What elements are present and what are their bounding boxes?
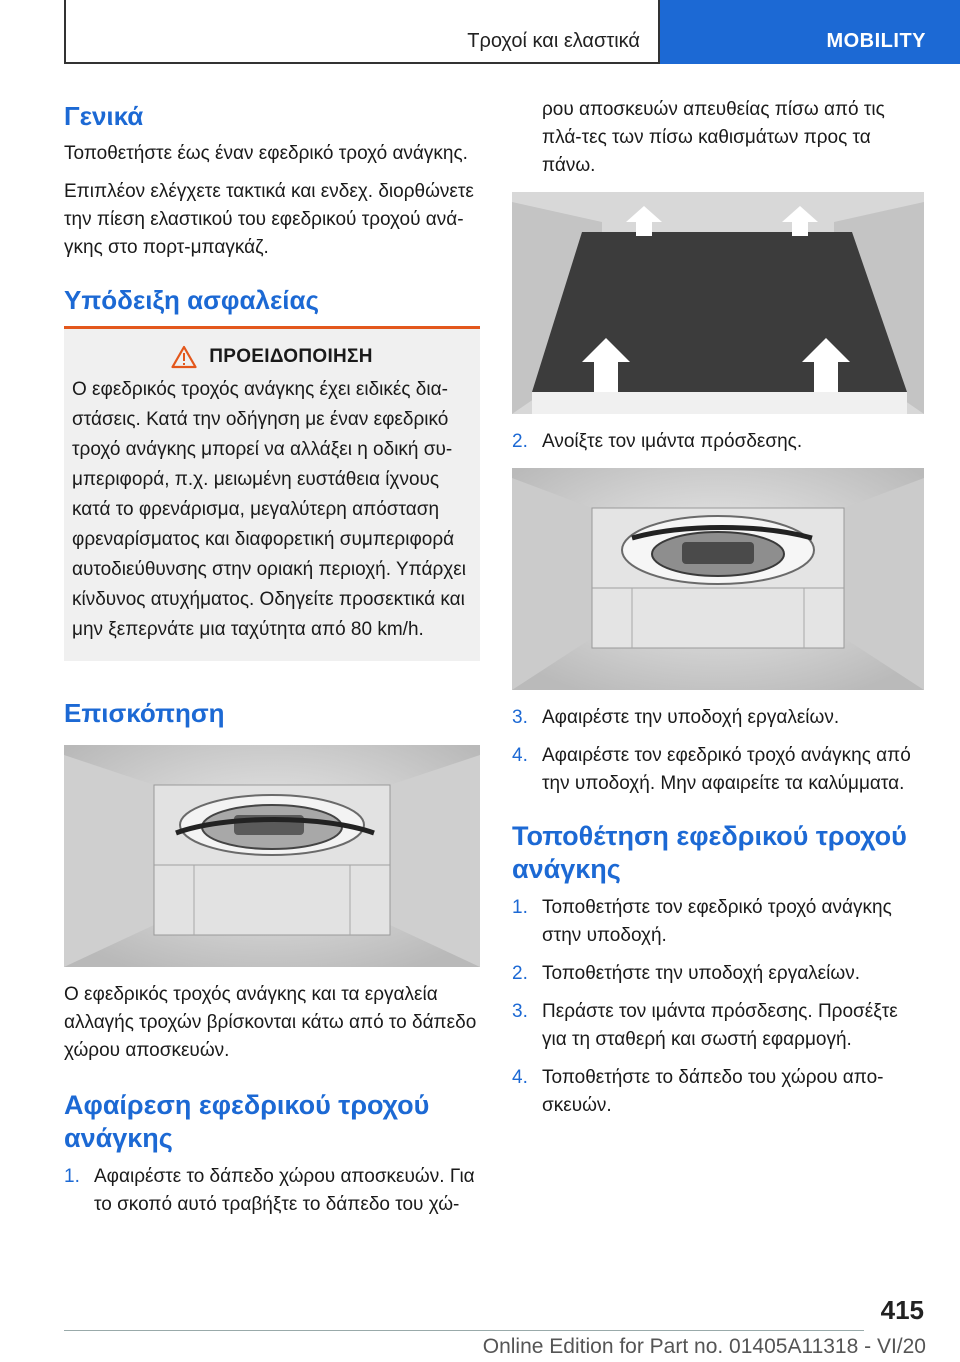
list-item <box>512 894 924 950</box>
removal-steps-list <box>64 1163 480 1219</box>
list-item-number: 4. <box>512 745 528 766</box>
warning-text: Ο εφεδρικός τροχός ανάγκης έχει ειδικές δια-στάσεις. Κατά την οδήγηση με έναν εφεδρικό τροχό ανάγκης μπορεί να αλλάξει η οδική συ-μπεριφορά, π.χ. μειωμένη ευστάθεια ίχνους κατά το φρενάρισμα, μεγαλύτερη απόσταση φρεναρίσματος και διαφορετική συμπεριφορά αυτοδιεύθυνσης στην οριακή περιοχή. Υπάρχει κίνδυνος ατυχήματος. Οδηγείτε προσεκτικά και μην ξεπερνάτε μια ταχύτητα από 80 km/h. <box>72 379 466 640</box>
left-column <box>64 100 480 1229</box>
list-item-text: Ανοίξτε τον ιμάντα πρόσδεσης. <box>542 431 803 452</box>
list-item-text: Τοποθετήστε τον εφεδρικό τροχό ανάγκης στην υποδοχή. <box>542 897 892 946</box>
list-item-text: Αφαιρέστε τον εφεδρικό τροχό ανάγκης από την υποδοχή. Μην αφαιρείτε τα καλύμματα. <box>542 745 911 794</box>
warning-triangle-icon <box>171 345 197 369</box>
list-item <box>512 1064 924 1120</box>
chapter-tab <box>660 0 960 64</box>
spare-wheel-overview-photo <box>64 745 480 967</box>
list-item-number: 4. <box>512 1067 528 1088</box>
list-item-number: 2. <box>512 431 528 452</box>
warning-box <box>64 326 480 661</box>
general-paragraph-1: Τοποθετήστε έως έναν εφεδρικό τροχό ανάγκης. <box>64 143 468 164</box>
list-item <box>512 428 924 456</box>
list-item-text: Περάστε τον ιμάντα πρόσδεσης. Προσέξτε για τη σταθερή και σωστή εφαρμογή. <box>542 1001 898 1050</box>
right-column <box>512 96 924 1130</box>
header-frame <box>64 0 660 64</box>
section-title: Τροχοί και ελαστικά <box>467 30 640 52</box>
list-item <box>512 742 924 798</box>
install-steps-list <box>512 894 924 1120</box>
removal-step1-continued: ρου αποσκευών απευθείας πίσω από τις πλά-τες των πίσω καθισμάτων προς τα πάνω. <box>542 99 885 176</box>
list-item-text: Αφαιρέστε το δάπεδο χώρου αποσκευών. Για το σκοπό αυτό τραβήξτε το δάπεδο του χώ- <box>94 1166 475 1215</box>
general-heading: Γενικά <box>64 101 144 131</box>
warning-title: ΠΡΟΕΙΔΟΠΟΙΗΣΗ <box>209 346 373 367</box>
warning-header <box>72 345 472 369</box>
edition-text: Online Edition for Part no. 01405A11318 - VI/20 <box>482 1335 926 1358</box>
page-number: 415 <box>880 1295 924 1325</box>
overview-caption: Ο εφεδρικός τροχός ανάγκης και τα εργαλεία αλλαγής τροχών βρίσκονται κάτω από το δάπεδο χώρου αποσκευών. <box>64 984 477 1061</box>
list-item <box>64 1163 480 1219</box>
list-item-number: 1. <box>512 897 528 918</box>
general-paragraph-2: Επιπλέον ελέγχετε τακτικά και ενδεχ. διορθώνετε την πίεση ελαστικού του εφεδρικού τροχού ανά-γκης στο πορτ-μπαγκάζ. <box>64 181 474 258</box>
list-item-text: Αφαιρέστε την υποδοχή εργαλείων. <box>542 707 840 728</box>
list-item <box>512 998 924 1054</box>
list-item-text: Τοποθετήστε το δάπεδο του χώρου απο-σκευών. <box>542 1067 884 1116</box>
list-item <box>512 704 924 732</box>
list-item-number: 3. <box>512 1001 528 1022</box>
footer-divider <box>64 1330 864 1331</box>
spare-wheel-strap-photo <box>512 468 924 690</box>
install-heading: Τοποθέτηση εφεδρικού τροχού ανάγκης <box>512 821 907 884</box>
list-item <box>512 960 924 988</box>
removal-heading: Αφαίρεση εφεδρικού τροχού ανάγκης <box>64 1090 430 1153</box>
removal-steps-list-3 <box>512 704 924 798</box>
removal-steps-list-2 <box>512 428 924 456</box>
overview-heading: Επισκόπηση <box>64 698 225 728</box>
chapter-tab-label: MOBILITY <box>826 30 926 52</box>
trunk-floor-photo <box>512 192 924 414</box>
list-item-text: Τοποθετήστε την υποδοχή εργαλείων. <box>542 963 860 984</box>
safety-heading: Υπόδειξη ασφαλείας <box>64 285 320 315</box>
list-item-number: 2. <box>512 963 528 984</box>
list-item-number: 1. <box>64 1166 80 1187</box>
list-item-number: 3. <box>512 707 528 728</box>
